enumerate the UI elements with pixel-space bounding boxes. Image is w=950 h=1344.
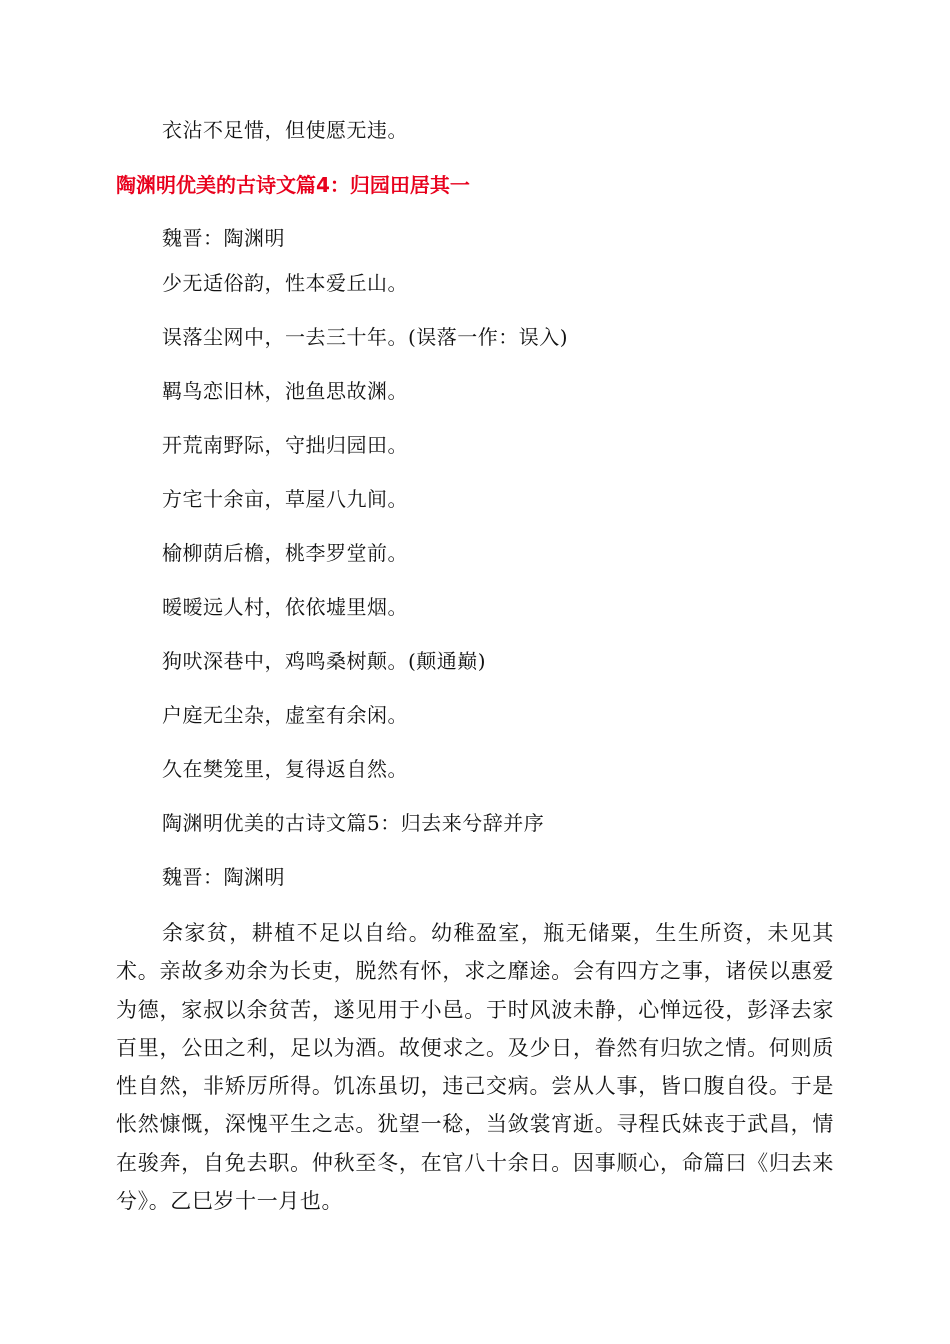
section-heading-5: 陶渊明优美的古诗文篇5：归去来兮辞并序 bbox=[162, 811, 545, 835]
poem-line: 方宅十余亩，草屋八九间。 bbox=[162, 487, 408, 511]
poem-author: 魏晋：陶渊明 bbox=[162, 226, 285, 250]
poem-author: 魏晋：陶渊明 bbox=[162, 865, 285, 889]
section-heading-4: 陶渊明优美的古诗文篇4：归园田居其一 bbox=[116, 173, 470, 197]
poem-line: 误落尘网中，一去三十年。(误落一作：误入) bbox=[162, 325, 569, 349]
poem-line: 开荒南野际，守拙归园田。 bbox=[162, 433, 408, 457]
poem-line: 暧暧远人村，依依墟里烟。 bbox=[162, 595, 408, 619]
poem-line: 羁鸟恋旧林，池鱼思故渊。 bbox=[162, 379, 408, 403]
poem-line: 狗吠深巷中，鸡鸣桑树颠。(颠通巅) bbox=[162, 649, 487, 673]
poem-line: 衣沾不足惜，但使愿无违。 bbox=[162, 118, 408, 142]
poem-line: 户庭无尘杂，虚室有余闲。 bbox=[162, 703, 408, 727]
preface-paragraph: 余家贫，耕植不足以自给。幼稚盈室，瓶无储粟，生生所资，未见其术。亲故多劝余为长吏，脱然有怀，求之靡途。会有四方之事，诸侯以惠爱为德，家叔以余贫苦，遂见用于小邑。于时风波未静，心惮远役，彭泽去家百里，公田之利，足以为酒。故便求之。及少日，眷然有归欤之情。何则质性自然，非矫厉所得。饥冻虽切，违己交病。尝从人事，皆口腹自役。于是怅然慷慨，深愧平生之志。犹望一稔，当敛裳宵逝。寻程氏妹丧于武昌，情在骏奔，自免去职。仲秋至冬，在官八十余日。因事顺心，命篇曰《归去来兮》。乙巳岁十一月也。 bbox=[116, 921, 834, 1214]
poem-line: 少无适俗韵，性本爱丘山。 bbox=[162, 271, 408, 295]
poem-line: 榆柳荫后檐，桃李罗堂前。 bbox=[162, 541, 408, 565]
poem-line: 久在樊笼里，复得返自然。 bbox=[162, 757, 408, 781]
